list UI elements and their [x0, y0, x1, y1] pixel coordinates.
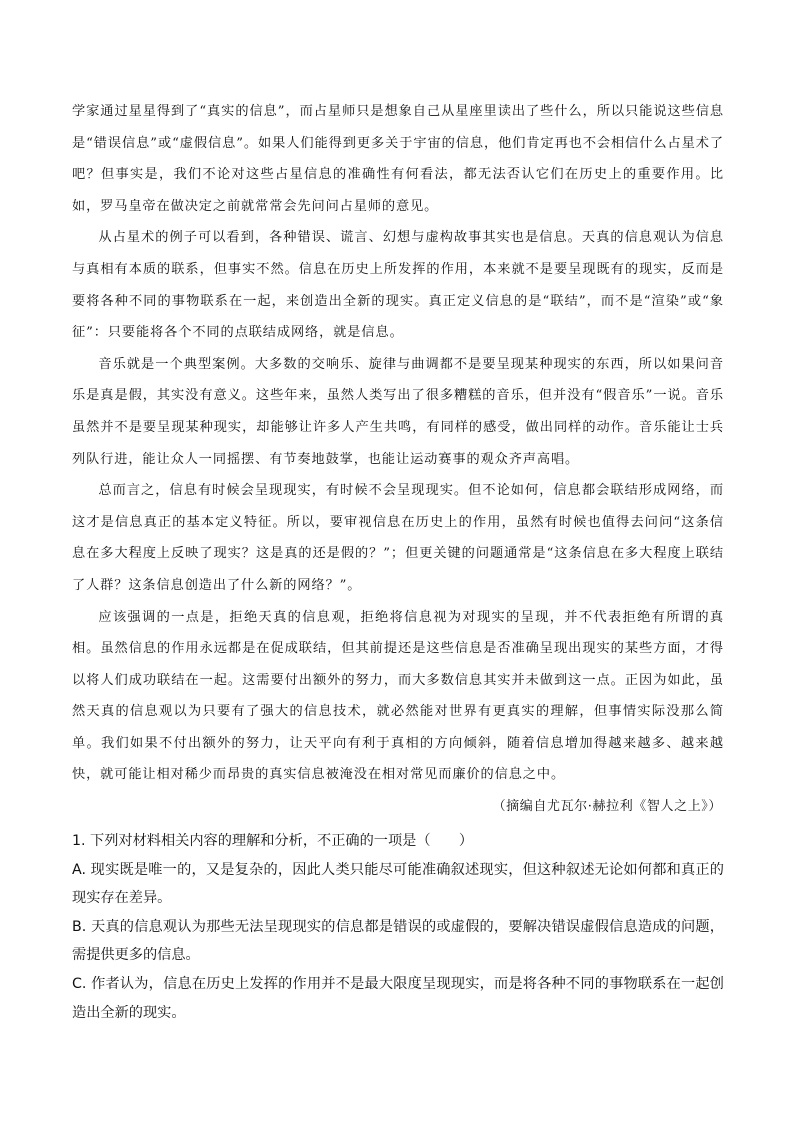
reading-passage — [72, 96, 724, 791]
passage-paragraph-2: 从占星术的例子可以看到，各种错误、谎言、幻想与虚构故事其实也是信息。天真的信息观认为信息与真相有本质的联系，但事实不然。信息在历史上所发挥的作用，本来就不是要呈现既有的现实，反而是要将各种不同的事物联系在一起，来创造出全新的现实。真正定义信息的是“联结”，而不是“渲染”或“象征”：只要能将各个不同的点联结成网络，就是信息。 — [72, 230, 724, 341]
option-a: A. 现实既是唯一的，又是复杂的，因此人类只能尽可能准确叙述现实，但这种叙述无论如何都和真正的现实存在差异。 — [72, 861, 724, 907]
passage-source: （摘编自尤瓦尔·赫拉利《智人之上》） — [492, 799, 722, 815]
passage-paragraph-4: 总而言之，信息有时候会呈现现实，有时候不会呈现现实。但不论如何，信息都会联结形成网络，而这才是信息真正的基本定义特征。所以，要审视信息在历史上的作用，虽然有时候也值得去问问“这条信息在多大程度上反映了现实？这是真的还是假的？”；但更关键的问题通常是“这条信息在多大程度上联结了人群？这条信息创造出了什么新的网络？”。 — [72, 483, 724, 593]
passage-paragraph-5: 应该强调的一点是，拒绝天真的信息观，拒绝将信息视为对现实的呈现，并不代表拒绝有所谓的真相。虽然信息的作用永远都是在促成联结，但其前提还是这些信息是否准确呈现出现实的某些方面，才得以将人们成功联结在一起。这需要付出额外的努力，而大多数信息其实并未做到这一点。正因为如此，虽然天真的信息观以为只要有了强大的信息技术，就必然能对世界有更真实的理解，但事情实际没那么简单。我们如果不付出额外的努力，让天平向有利于真相的方向倾斜，随着信息增加得越来越多、越来越快，就可能让相对稀少而昂贵的真实信息被淹没在相对常见而廉价的信息之中。 — [72, 609, 724, 783]
passage-paragraph-1: 学家通过星星得到了“真实的信息”，而占星师只是想象自己从星座里读出了些什么，所以只能说这些信息是“错误信息”或“虚假信息”。如果人们能得到更多关于宇宙的信息，他们肯定再也不会相信什么占星术了吧？但事实是，我们不论对这些占星信息的准确性有何看法，都无法否认它们在历史上的重要作用。比如，罗马皇帝在做决定之前就常常会先问问占星师的意见。 — [72, 104, 724, 214]
option-c: C. 作者认为，信息在历史上发挥的作用并不是最大限度呈现现实，而是将各种不同的事物联系在一起创造出全新的现实。 — [72, 976, 724, 1021]
option-b: B. 天真的信息观认为那些无法呈现现实的信息都是错误的或虚假的，要解决错误虚假信息造成的问题，需提供更多的信息。 — [72, 918, 724, 964]
passage-paragraph-3: 音乐就是一个典型案例。大多数的交响乐、旋律与曲调都不是要呈现某种现实的东西，所以如果问音乐是真是假，其实没有意义。这些年来，虽然人类写出了很多糟糕的音乐，但并没有“假音乐”一说。音乐虽然并不是要呈现某种现实，却能够让许多人产生共鸣，有同样的感受，做出同样的动作。音乐能让士兵列队行进，能让众人一同摇摆、有节奏地鼓掌，也能让运动赛事的观众齐声高唱。 — [72, 356, 724, 467]
question-stem: 1. 下列对材料相关内容的理解和分析，不正确的一项是（ ） — [72, 833, 474, 850]
question-section — [72, 827, 724, 1027]
